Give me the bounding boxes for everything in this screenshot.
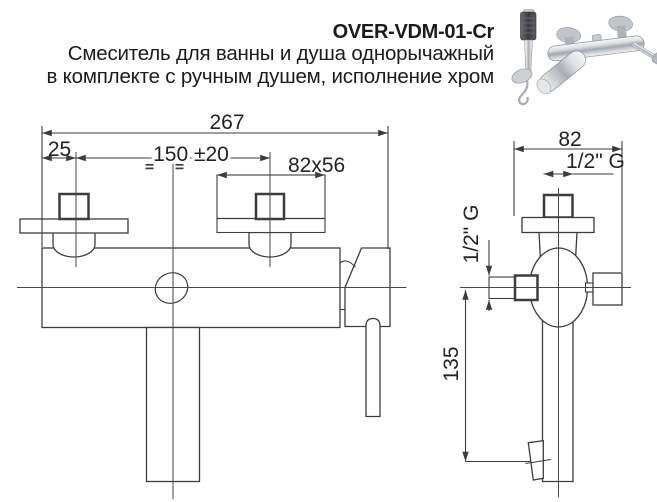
spout-outlet xyxy=(528,441,543,480)
description-line-1: Смеситель для ванны и душа однорычажный xyxy=(67,42,494,65)
dim-escutcheon-size-label: 82x56 xyxy=(288,154,346,177)
check-valve-box xyxy=(593,273,622,305)
left-escutcheon xyxy=(20,219,128,233)
dim-inlet-thread-label: 1/2" G xyxy=(460,204,483,264)
product-photo xyxy=(510,9,657,104)
dim-left-offset-label: 25 xyxy=(47,138,72,161)
description-line-2: в комплекте с ручным душем, исполнение хром xyxy=(46,64,494,88)
mixer-icon xyxy=(526,9,657,98)
left-wall-fitting xyxy=(60,194,89,219)
lever-handle-rod xyxy=(366,319,380,417)
dim-center-distance-label: 150 ±20 xyxy=(153,143,229,166)
dim-overall-width-label: 267 xyxy=(209,111,245,134)
dim-spout-height-label: 135 xyxy=(440,346,463,382)
left-connection-nut xyxy=(53,233,95,257)
spout-side xyxy=(543,318,574,482)
dim-shower-thread-label: 1/2" G xyxy=(566,150,625,173)
hand-shower-icon xyxy=(510,10,536,105)
dim-depth-label: 82 xyxy=(558,128,582,151)
front-view xyxy=(17,111,407,499)
side-view xyxy=(440,128,631,497)
lever-pivot-arc xyxy=(340,261,356,267)
model-code: OVER-VDM-01-Cr xyxy=(332,21,494,43)
